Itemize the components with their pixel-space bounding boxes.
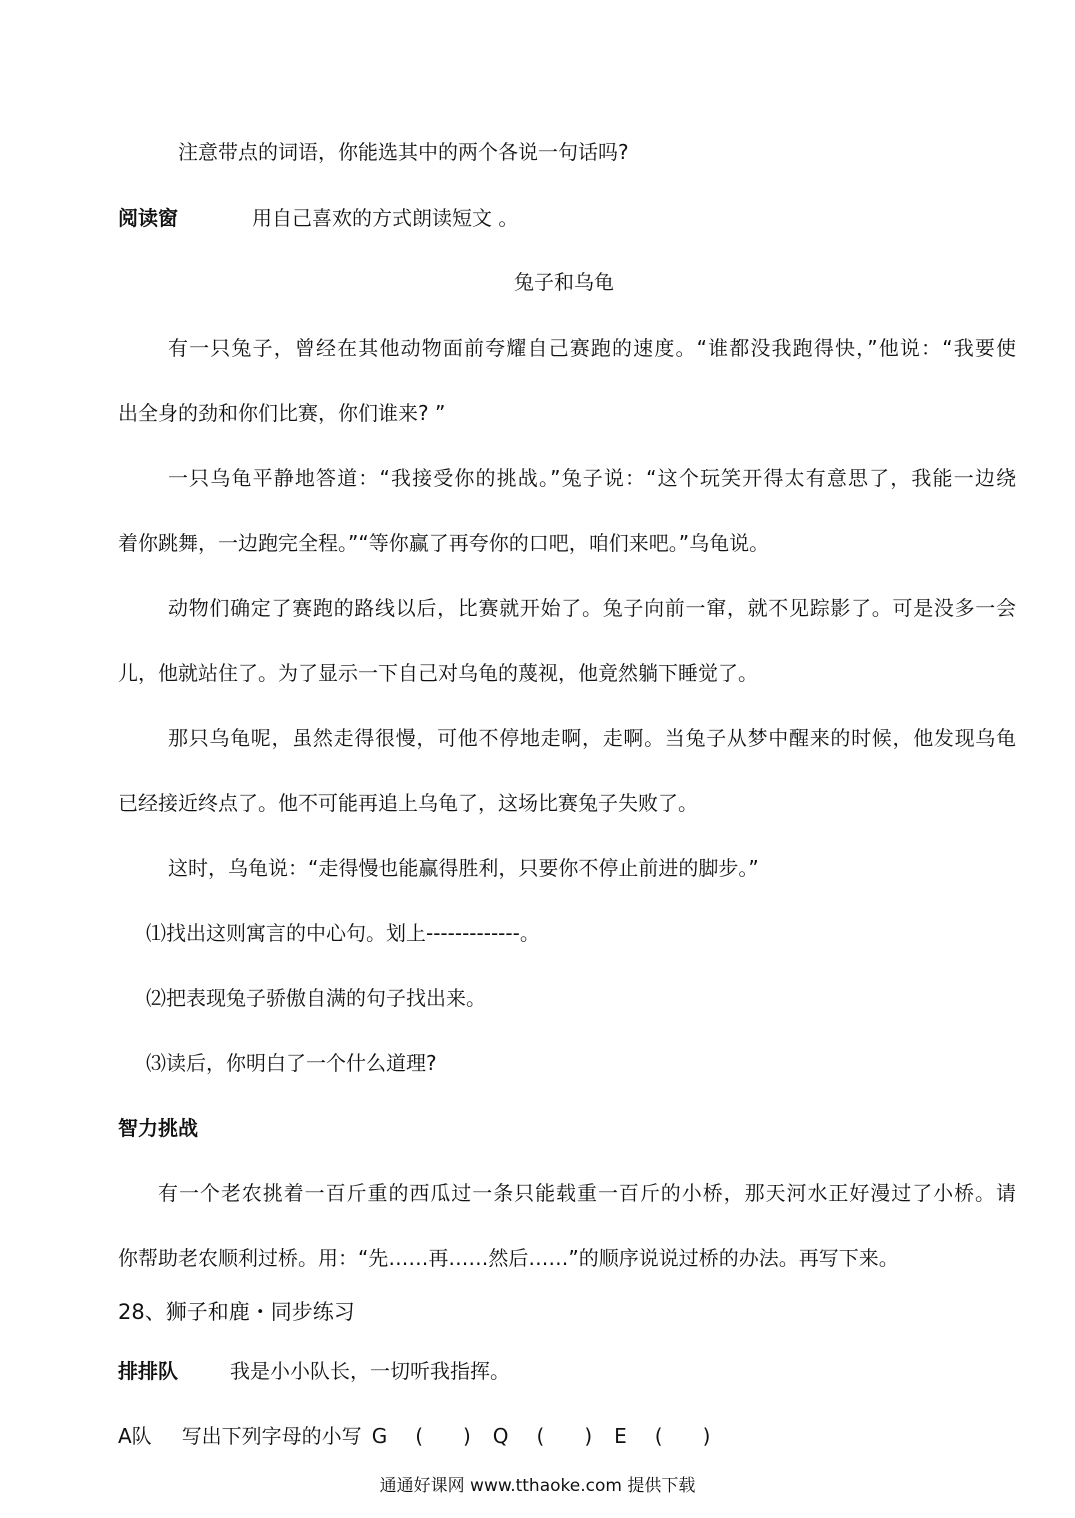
team-a-label: A队	[118, 1424, 152, 1448]
question-item: ⑵把表现兔子骄傲自满的句子找出来。	[146, 986, 486, 1010]
team-a-task: 写出下列字母的小写	[181, 1424, 362, 1448]
line-up-instruction: 我是小小队长，一切听我指挥。	[230, 1359, 510, 1383]
reading-window-label: 阅读窗	[118, 206, 178, 230]
letter-item: G ( )	[371, 1424, 471, 1448]
challenge-line: 有一个老农挑着一百斤重的西瓜过一条只能载重一百斤的小桥，那天河水正好漫过了小桥。请	[158, 1181, 1016, 1205]
intro-prompt: 注意带点的词语，你能选其中的两个各说一句话吗?	[178, 140, 629, 164]
story-line: 已经接近终点了。他不可能再追上乌龟了，这场比赛兔子失败了。	[118, 791, 698, 815]
story-line: 那只乌龟呢，虽然走得很慢，可他不停地走啊，走啊。当兔子从梦中醒来的时候，他发现乌龟	[168, 726, 1016, 750]
story-line: 动物们确定了赛跑的路线以后，比赛就开始了。兔子向前一窜，就不见踪影了。可是没多一会	[168, 596, 1016, 620]
story-line: 一只乌龟平静地答道：“我接受你的挑战。”兔子说：“这个玩笑开得太有意思了，我能一边绕	[168, 466, 1016, 490]
letter-item: Q ( )	[492, 1424, 593, 1448]
letter-item: E ( )	[614, 1424, 711, 1448]
story-line: 儿，他就站住了。为了显示一下自己对乌龟的蔑视，他竟然躺下睡觉了。	[118, 661, 758, 685]
question-item: ⑴找出这则寓言的中心句。划上-------------。	[146, 921, 540, 945]
line-up-heading	[118, 1357, 1018, 1385]
challenge-label: 智力挑战	[118, 1116, 198, 1140]
reading-window-instruction: 用自己喜欢的方式朗读短文 。	[252, 206, 519, 230]
question-item: ⑶读后，你明白了一个什么道理?	[146, 1051, 437, 1075]
reading-window-heading	[118, 204, 1018, 232]
story-line: 出全身的劲和你们比赛，你们谁来? ”	[118, 401, 446, 425]
lesson-title: 28、狮子和鹿・同步练习	[118, 1300, 355, 1324]
team-a-row	[118, 1422, 1018, 1450]
story-line: 着你跳舞，一边跑完全程。”“等你赢了再夸你的口吧，咱们来吧。”乌龟说。	[118, 531, 770, 555]
line-up-label: 排排队	[118, 1359, 178, 1383]
story-line: 有一只兔子，曾经在其他动物面前夸耀自己赛跑的速度。“谁都没我跑得快，”他说：“我要使	[168, 336, 1016, 360]
story-title: 兔子和乌龟	[514, 270, 614, 294]
story-line: 这时，乌龟说：“走得慢也能赢得胜利，只要你不停止前进的脚步。”	[168, 856, 759, 880]
challenge-line: 你帮助老农顺利过桥。用：“先……再……然后……”的顺序说说过桥的办法。再写下来。	[118, 1246, 899, 1270]
footer-credit: 通通好课网 www.tthaoke.com 提供下载	[379, 1476, 696, 1496]
